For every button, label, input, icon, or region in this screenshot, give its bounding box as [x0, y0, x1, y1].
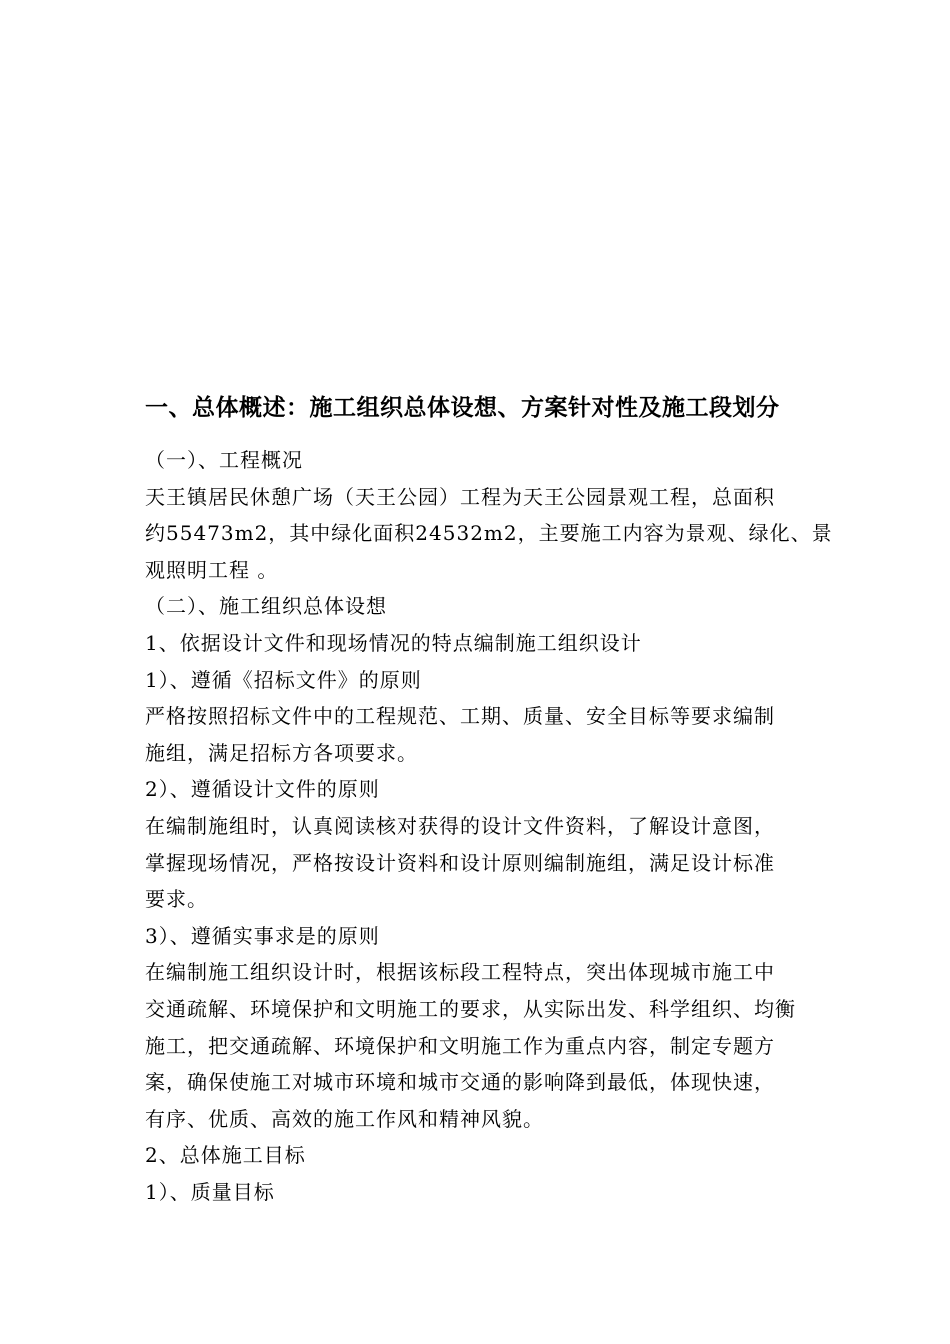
list-item-heading: 2、总体施工目标 — [145, 1143, 306, 1168]
paragraph-line: 掌握现场情况，严格按设计资料和设计原则编制施组，满足设计标准 — [145, 850, 775, 875]
paragraph-line: 在编制施工组织设计时，根据该标段工程特点，突出体现城市施工中 — [145, 960, 775, 985]
list-item-heading: 2）、遵循设计文件的原则 — [145, 777, 380, 802]
paragraph-line: 有序、优质、高效的施工作风和精神风貌。 — [145, 1106, 544, 1131]
paragraph-line: 交通疏解、环境保护和文明施工的要求，从实际出发、科学组织、均衡 — [145, 996, 796, 1021]
paragraph-line: 观照明工程 。 — [145, 557, 279, 582]
paragraph-line: 严格按照招标文件中的工程规范、工期、质量、安全目标等要求编制 — [145, 704, 775, 729]
paragraph-line: 在编制施组时，认真阅读核对获得的设计文件资料，了解设计意图， — [145, 813, 775, 838]
list-item-heading: 1、依据设计文件和现场情况的特点编制施工组织设计 — [145, 630, 642, 655]
list-item-heading: 1）、质量目标 — [145, 1179, 275, 1204]
list-item-heading: 1）、遵循《招标文件》的原则 — [145, 667, 422, 692]
paragraph-line: 施组，满足招标方各项要求。 — [145, 740, 418, 765]
list-item-heading: 3）、遵循实事求是的原则 — [145, 923, 380, 948]
document-body — [145, 442, 833, 1210]
subheading-project-overview: （一）、工程概况 — [145, 448, 303, 472]
section-heading: 一、总体概述：施工组织总体设想、方案针对性及施工段划分 — [145, 394, 780, 421]
paragraph-line: 要求。 — [145, 887, 208, 912]
paragraph-line: 约55473m2，其中绿化面积24532m2，主要施工内容为景观、绿化、景 — [145, 521, 833, 546]
paragraph-line: 天王镇居民休憩广场（天王公园）工程为天王公园景观工程，总面积 — [145, 484, 775, 509]
paragraph-line: 案，确保使施工对城市环境和城市交通的影响降到最低，体现快速， — [145, 1070, 775, 1095]
paragraph-line: 施工，把交通疏解、环境保护和文明施工作为重点内容，制定专题方 — [145, 1033, 775, 1058]
subheading-overall-plan: （二）、施工组织总体设想 — [145, 594, 387, 619]
